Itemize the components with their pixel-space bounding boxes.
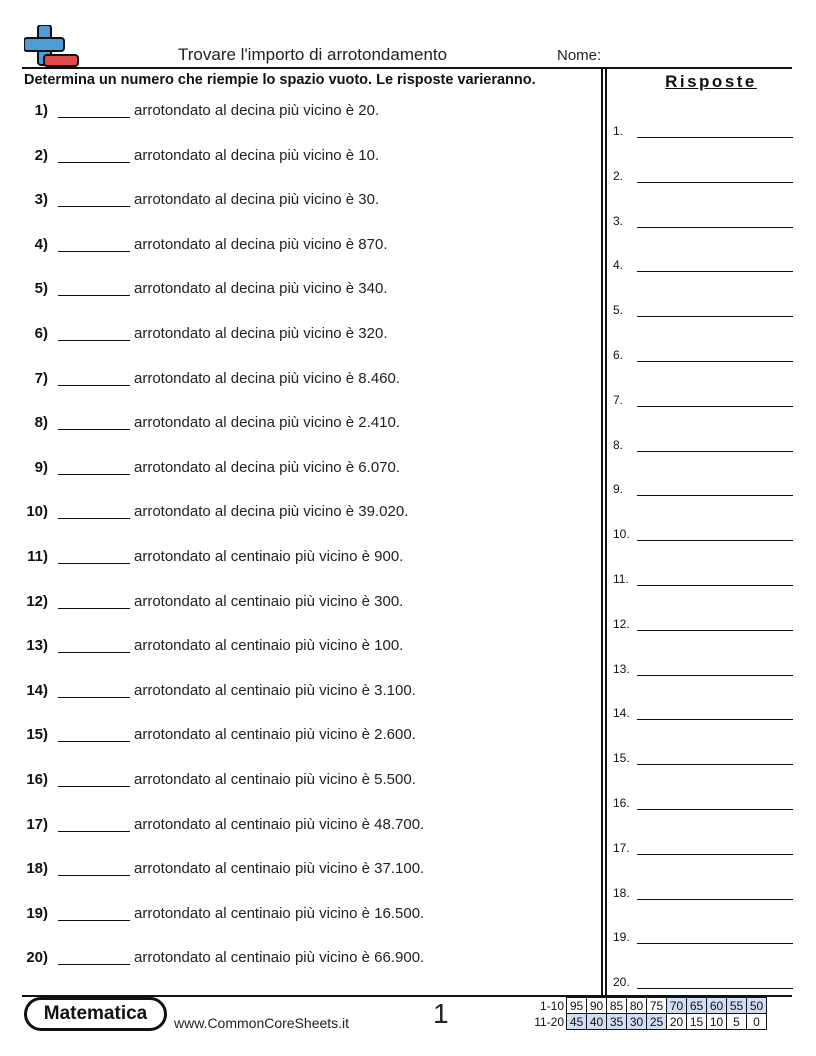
- answer-line[interactable]: [637, 719, 793, 720]
- answer-label: 6.: [613, 348, 624, 362]
- problem-number: 16): [26, 771, 48, 788]
- instructions: Determina un numero che riempie lo spazio vuoto. Le risposte varieranno.: [24, 72, 536, 88]
- answer-line[interactable]: [637, 406, 793, 407]
- answer-label: 16.: [613, 796, 630, 810]
- answer-line[interactable]: [637, 137, 793, 138]
- problem-text: arrotondato al decina più vicino è 39.020.: [134, 503, 409, 521]
- problem-text: arrotondato al centinaio più vicino è 3.100.: [134, 681, 416, 699]
- answer-label: 4.: [613, 258, 624, 273]
- problem-number: 9): [34, 458, 48, 476]
- answer-row: [613, 482, 793, 496]
- answer-blank[interactable]: [58, 340, 130, 341]
- problem-row: [0, 905, 600, 927]
- problem-text: arrotondato al centinaio più vicino è 16.500.: [134, 904, 425, 922]
- answer-row: [613, 169, 793, 183]
- problem-row: [0, 102, 600, 124]
- score-cell: 0: [747, 1014, 767, 1030]
- problem-row: [0, 593, 600, 615]
- problem-number: 5): [34, 280, 48, 298]
- answer-line[interactable]: [637, 630, 793, 631]
- problem-row: [0, 548, 600, 570]
- answer-blank[interactable]: [58, 162, 130, 163]
- problem-number: 11): [27, 548, 48, 565]
- answer-label: 1.: [613, 124, 624, 138]
- problem-row: [0, 816, 600, 838]
- answer-row: [613, 572, 793, 586]
- answer-label: 11.: [613, 572, 629, 586]
- answer-blank[interactable]: [58, 697, 130, 698]
- score-row: [528, 1014, 767, 1030]
- answer-row: [613, 303, 793, 317]
- problem-row: [0, 325, 600, 347]
- problem-text: arrotondato al centinaio più vicino è 66.900.: [134, 949, 425, 967]
- answer-row: [613, 706, 793, 720]
- answer-label: 3.: [613, 213, 624, 228]
- problem-row: [0, 503, 600, 525]
- problem-row: [0, 860, 600, 882]
- score-row: [528, 998, 767, 1014]
- problem-number: 14): [26, 681, 48, 699]
- answer-line[interactable]: [637, 988, 793, 989]
- problem-row: [0, 637, 600, 659]
- answers-title: Risposte: [665, 72, 757, 91]
- answer-line[interactable]: [637, 271, 793, 272]
- answer-label: 7.: [613, 392, 624, 407]
- problem-text: arrotondato al centinaio più vicino è 48.700.: [134, 815, 425, 833]
- score-cell: 55: [727, 998, 747, 1014]
- answer-line[interactable]: [637, 943, 793, 944]
- score-cell: 20: [667, 1014, 687, 1030]
- answer-blank[interactable]: [58, 385, 130, 386]
- answer-label: 10.: [613, 527, 630, 542]
- answer-label: 13.: [613, 661, 630, 676]
- problem-text: arrotondato al centinaio più vicino è 2.600.: [134, 726, 416, 744]
- answer-row: [613, 348, 793, 362]
- score-cell: 65: [687, 998, 707, 1014]
- answer-blank[interactable]: [58, 518, 130, 519]
- problem-row: [0, 414, 600, 436]
- problem-number: 18): [26, 860, 48, 878]
- answer-blank[interactable]: [58, 206, 130, 207]
- problem-text: arrotondato al centinaio più vicino è 5.500.: [134, 771, 416, 788]
- answer-row: [613, 886, 793, 900]
- answer-line[interactable]: [637, 809, 793, 810]
- answer-line[interactable]: [637, 451, 793, 452]
- problem-row: [0, 459, 600, 481]
- answer-line[interactable]: [637, 316, 793, 317]
- answer-blank[interactable]: [58, 608, 130, 609]
- answer-line[interactable]: [637, 227, 793, 228]
- answer-row: [613, 393, 793, 407]
- score-cell: 75: [647, 998, 667, 1014]
- answer-blank[interactable]: [58, 875, 130, 876]
- answer-blank[interactable]: [58, 251, 130, 252]
- problem-number: 10): [26, 503, 48, 521]
- score-cell: 90: [587, 998, 607, 1014]
- answer-row: [613, 841, 793, 855]
- problem-row: [0, 771, 600, 793]
- answer-blank[interactable]: [58, 117, 130, 118]
- answer-row: [613, 124, 793, 138]
- problem-text: arrotondato al decina più vicino è 8.460.: [134, 369, 401, 387]
- answer-label: 17.: [613, 840, 630, 855]
- problem-text: arrotondato al decina più vicino è 2.410.: [134, 414, 401, 432]
- plus-minus-logo-icon: [24, 25, 80, 69]
- problem-number: 13): [26, 637, 48, 655]
- problem-row: [0, 236, 600, 258]
- answer-row: [613, 796, 793, 810]
- answer-label: 2.: [613, 168, 624, 183]
- column-divider: [605, 68, 607, 996]
- score-table: [528, 997, 767, 1030]
- score-cell: 15: [687, 1014, 707, 1030]
- score-cell: 30: [627, 1014, 647, 1030]
- score-cell: 50: [747, 998, 767, 1014]
- answer-label: 19.: [613, 930, 630, 945]
- score-row-label: 1-10: [539, 998, 564, 1013]
- answer-line[interactable]: [637, 899, 793, 900]
- answer-line[interactable]: [637, 675, 793, 676]
- answer-row: [613, 975, 793, 989]
- answer-label: 15.: [613, 751, 630, 766]
- answer-blank[interactable]: [58, 429, 130, 430]
- answer-label: 5.: [613, 303, 624, 318]
- problem-text: arrotondato al decina più vicino è 340.: [134, 280, 388, 298]
- answer-label: 9.: [613, 482, 624, 497]
- problem-number: 12): [26, 592, 48, 610]
- problem-text: arrotondato al decina più vicino è 20.: [134, 102, 380, 119]
- problem-number: 4): [34, 235, 48, 253]
- problem-text: arrotondato al centinaio più vicino è 100.: [134, 637, 404, 655]
- answer-label: 8.: [613, 437, 624, 452]
- score-cell: 25: [647, 1014, 667, 1030]
- answer-blank[interactable]: [58, 831, 130, 832]
- answer-line[interactable]: [637, 495, 793, 496]
- problem-number: 1): [34, 102, 48, 119]
- answer-line[interactable]: [637, 854, 793, 855]
- problem-text: arrotondato al centinaio più vicino è 300.: [134, 592, 404, 610]
- answer-row: [613, 438, 793, 452]
- problem-text: arrotondato al decina più vicino è 320.: [134, 325, 388, 342]
- answer-line[interactable]: [637, 361, 793, 362]
- answer-blank[interactable]: [58, 964, 130, 965]
- answer-blank[interactable]: [58, 741, 130, 742]
- answer-label: 18.: [613, 885, 630, 900]
- answer-blank[interactable]: [58, 786, 130, 787]
- answer-row: [613, 527, 793, 541]
- problem-text: arrotondato al centinaio più vicino è 900.: [134, 548, 404, 565]
- answer-line[interactable]: [637, 182, 793, 183]
- problem-text: arrotondato al decina più vicino è 10.: [134, 146, 380, 164]
- answer-row: [613, 751, 793, 765]
- name-label: Nome:: [557, 47, 602, 64]
- problem-number: 20): [26, 949, 48, 967]
- problem-number: 3): [34, 191, 48, 209]
- answer-label: 20.: [613, 975, 630, 990]
- score-cell: 40: [587, 1014, 607, 1030]
- problem-text: arrotondato al centinaio più vicino è 37.100.: [134, 860, 425, 878]
- answer-label: 14.: [613, 706, 630, 721]
- problem-text: arrotondato al decina più vicino è 30.: [134, 191, 380, 209]
- problem-number: 17): [26, 815, 48, 833]
- score-row-label: 11-20: [534, 1014, 564, 1029]
- problem-text: arrotondato al decina più vicino è 870.: [134, 235, 388, 253]
- column-divider: [601, 68, 603, 996]
- problem-row: [0, 682, 600, 704]
- answer-blank[interactable]: [58, 920, 130, 921]
- site-url: www.CommonCoreSheets.it: [174, 1015, 350, 1031]
- problem-row: [0, 726, 600, 748]
- answer-line[interactable]: [637, 585, 793, 586]
- page-title: Trovare l'importo di arrotondamento: [178, 45, 448, 64]
- answer-row: [613, 930, 793, 944]
- score-cell: 80: [627, 998, 647, 1014]
- answer-blank[interactable]: [58, 652, 130, 653]
- answer-line[interactable]: [637, 764, 793, 765]
- problem-row: [0, 191, 600, 213]
- problem-number: 15): [26, 726, 48, 744]
- brand-badge: Matematica: [24, 997, 167, 1031]
- score-cell: 85: [607, 998, 627, 1014]
- problem-number: 19): [26, 904, 48, 922]
- score-cell: 10: [707, 1014, 727, 1030]
- problem-number: 2): [34, 146, 48, 164]
- problem-number: 8): [34, 414, 48, 432]
- answer-row: [613, 662, 793, 676]
- problem-number: 6): [34, 325, 48, 342]
- answer-row: [613, 214, 793, 228]
- answer-line[interactable]: [637, 540, 793, 541]
- score-cell: 45: [567, 1014, 587, 1030]
- answer-blank[interactable]: [58, 563, 130, 564]
- answer-label: 12.: [613, 616, 630, 631]
- score-cell: 70: [667, 998, 687, 1014]
- score-cell: 5: [727, 1014, 747, 1030]
- answer-blank[interactable]: [58, 295, 130, 296]
- problem-row: [0, 280, 600, 302]
- score-cell: 95: [567, 998, 587, 1014]
- page-number: 1: [433, 998, 449, 1029]
- problem-text: arrotondato al decina più vicino è 6.070.: [134, 458, 401, 476]
- answer-row: [613, 258, 793, 272]
- problem-row: [0, 949, 600, 971]
- problem-row: [0, 147, 600, 169]
- top-rule: [22, 67, 792, 69]
- score-cell: 60: [707, 998, 727, 1014]
- problem-row: [0, 370, 600, 392]
- score-cell: 35: [607, 1014, 627, 1030]
- answer-blank[interactable]: [58, 474, 130, 475]
- answer-row: [613, 617, 793, 631]
- problem-number: 7): [34, 369, 48, 387]
